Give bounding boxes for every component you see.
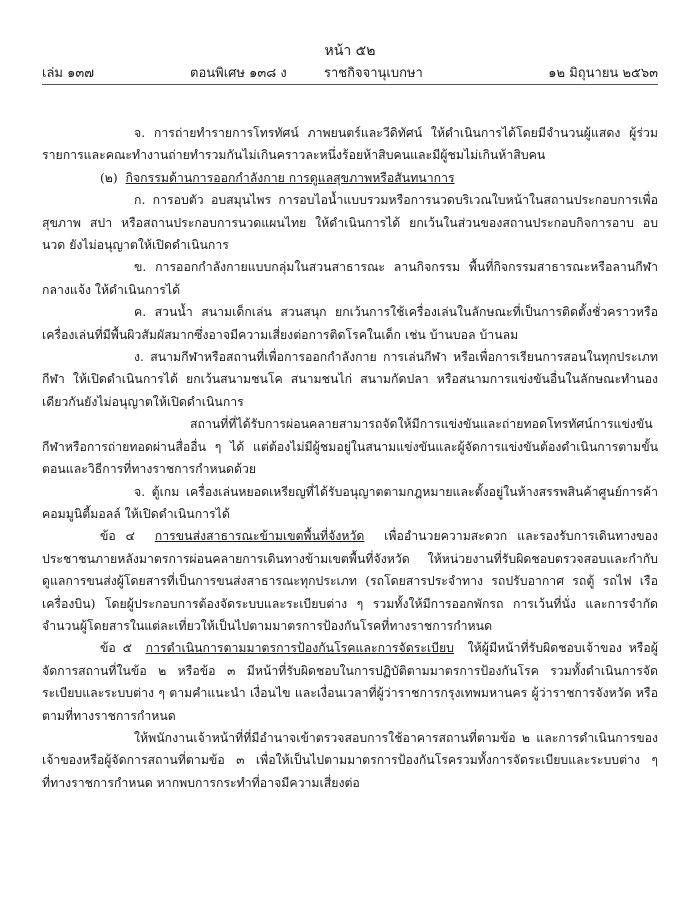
gazette-header — [42, 62, 658, 82]
clause-4-public-transport — [42, 525, 658, 637]
gazette-name: ราชกิจจานุเบกษา — [324, 66, 423, 81]
clause-5-title: การดำเนินการตามมาตรการป้องกันโรคและการจัดระเบียบ — [145, 641, 454, 656]
paragraph-group-exercise: ข. การออกกำลังกายแบบกลุ่มในสวนสาธารณะ ลานกิจกรรม พื้นที่กิจกรรมสาธารณะหรือลานกีฬากลางแจ้ง ให้ดำเนินการได้ — [42, 260, 658, 297]
clause-4-label: ข้อ ๔ — [100, 529, 135, 544]
volume-label: เล่ม ๑๓๗ — [42, 66, 95, 81]
clause-5-text: ให้ผู้มีหน้าที่รับผิดชอบเจ้าของ หรือผู้จัดการสถานที่ในข้อ ๒ หรือข้อ ๓ มีหน้าที่รับผิดชอบในการปฏิบัติตามมาตรการป้องกันโรค รวมทั้งดำเนินการจัดระเบียบและระบบต่าง ๆ ตามคำแนะนำ เงื่อนไข และเงื่อนเวลาที่ผู้ว่าราชการกรุงเทพมหานคร ผู้ว่าราชการจังหวัด หรือตามที่ทางราชการกำหนด — [42, 641, 658, 723]
page-number: หน้า ๕๒ — [324, 43, 376, 59]
paragraph-inspection: ให้พนักงานเจ้าหน้าที่ที่มีอำนาจเข้าตรวจสอบการใช้อาคารสถานที่ตามข้อ ๒ และการดำเนินการของเจ้าของหรือผู้จัดการสถานที่ตามข้อ ๓ เพื่อให้เป็นไปตามมาตรการป้องกันโรครวมทั้งการจัดระเบียบและระบบต่าง ๆ ที่ทางราชการกำหนด หากพบการกระทำที่อาจมีความเสี่ยงต่อ — [42, 730, 658, 790]
paragraph-broadcast-competitions: สถานที่ที่ได้รับการผ่อนคลายสามารถจัดให้มีการแข่งขันและถ่ายทอดโทรทัศน์การแข่งขันกีฬาหรือการถ่ายทอดผ่านสื่ออื่น ๆ ได้ แต่ต้องไม่มีผู้ชมอยู่ในสนามแข่งขันและผู้จัดการแข่งขันต้องดำเนินการตามขั้นตอนและวิธีการที่ทางราชการกำหนดด้วย — [42, 417, 658, 477]
paragraph-arcade-games: จ. ตู้เกม เครื่องเล่นหยอดเหรียญที่ได้รับอนุญาตตามกฎหมายและตั้งอยู่ในห้างสรรพสินค้าศูนย์การค้า คอมมูนิตี้มอลล์ ให้เปิดดำเนินการได้ — [42, 484, 658, 521]
clause-5-label: ข้อ ๕ — [100, 641, 132, 656]
publication-date: ๑๒ มิถุนายน ๒๕๖๓ — [548, 66, 658, 81]
paragraph-sauna-spa: ก. การอบตัว อบสมุนไพร การอบไอน้ำแบบรวมหรือการนวดบริเวณใบหน้าในสถานประกอบการเพื่อสุขภาพ สปา หรือสถานประกอบการนวดแผนไทย ให้ดำเนินการได้ ยกเว้นในส่วนของสถานประกอบกิจการอาบ อบ นวด ยังไม่อนุญาตให้เปิดดำเนินการ — [42, 193, 658, 253]
paragraph-tv-filming: จ. การถ่ายทำรายการโทรทัศน์ ภาพยนตร์และวีดิทัศน์ ให้ดำเนินการได้โดยมีจำนวนผู้แสดง ผู้ร่วมรายการและคณะทำงานถ่ายทำรวมกันไม่เกินคราวละหนึ่งร้อยห้าสิบคนและมีผู้ชมไม่เกินห้าสิบคน — [42, 126, 658, 163]
clause-4-title: การขนส่งสาธารณะข้ามเขตพื้นที่จังหวัด — [154, 529, 365, 544]
section-2-heading — [42, 167, 658, 189]
paragraph-water-parks: ค. สวนน้ำ สนามเด็กเล่น สวนสนุก ยกเว้นการใช้เครื่องเล่นในลักษณะที่เป็นการติดตั้งชั่วคราวหรือเครื่องเล่นที่มีพื้นผิวสัมผัสมากซึ่งอาจมีความเสี่ยงต่อการติดโรคในเด็ก เช่น บ้านบอล บ้านลม — [42, 305, 658, 342]
clause-4-text: เพื่ออำนวยความสะดวก และรองรับการเดินทางของประชาชนภายหลังมาตรการผ่อนคลายการเดินทางข้ามเขตพื้นที่จังหวัด ให้หน่วยงานที่รับผิดชอบตรวจสอบและกำกับดูแลการขนส่งผู้โดยสารที่เป็นการขนส่งสาธารณะทุกประเภท (รถโดยสารประจำทาง รถปรับอากาศ รถตู้ รถไฟ เรือ เครื่องบิน) โดยผู้ประกอบการต้องจัดระบบและระเบียบต่าง ๆ รวมทั้งให้มีการออกพักรถ การเว้นที่นั่ง และการจำกัดจำนวนผู้โดยสารในแต่ละเที่ยวให้เป็นไปตามมาตรการป้องกันโรคที่ทางราชการกำหนด — [42, 529, 658, 633]
section-2-title: กิจกรรมด้านการออกกำลังกาย การดูแลสุขภาพหรือสันทนาการ — [125, 170, 455, 185]
issue-label: ตอนพิเศษ ๑๓๘ ง — [190, 66, 287, 81]
section-2-number: (๒) — [100, 170, 118, 185]
paragraph-stadiums: ง. สนามกีฬาหรือสถานที่เพื่อการออกกำลังกาย การเล่นกีฬา หรือเพื่อการเรียนการสอนในทุกประเภทกีฬา ให้เปิดดำเนินการได้ ยกเว้นสนามชนโค สนามชนไก่ สนามกัดปลา หรือสนามการแข่งขันอื่นในลักษณะทำนองเดียวกันยังไม่อนุญาตให้เปิดดำเนินการ — [42, 350, 658, 409]
header-divider — [42, 84, 658, 85]
document-body — [42, 122, 658, 794]
clause-5-disease-prevention — [42, 637, 658, 727]
